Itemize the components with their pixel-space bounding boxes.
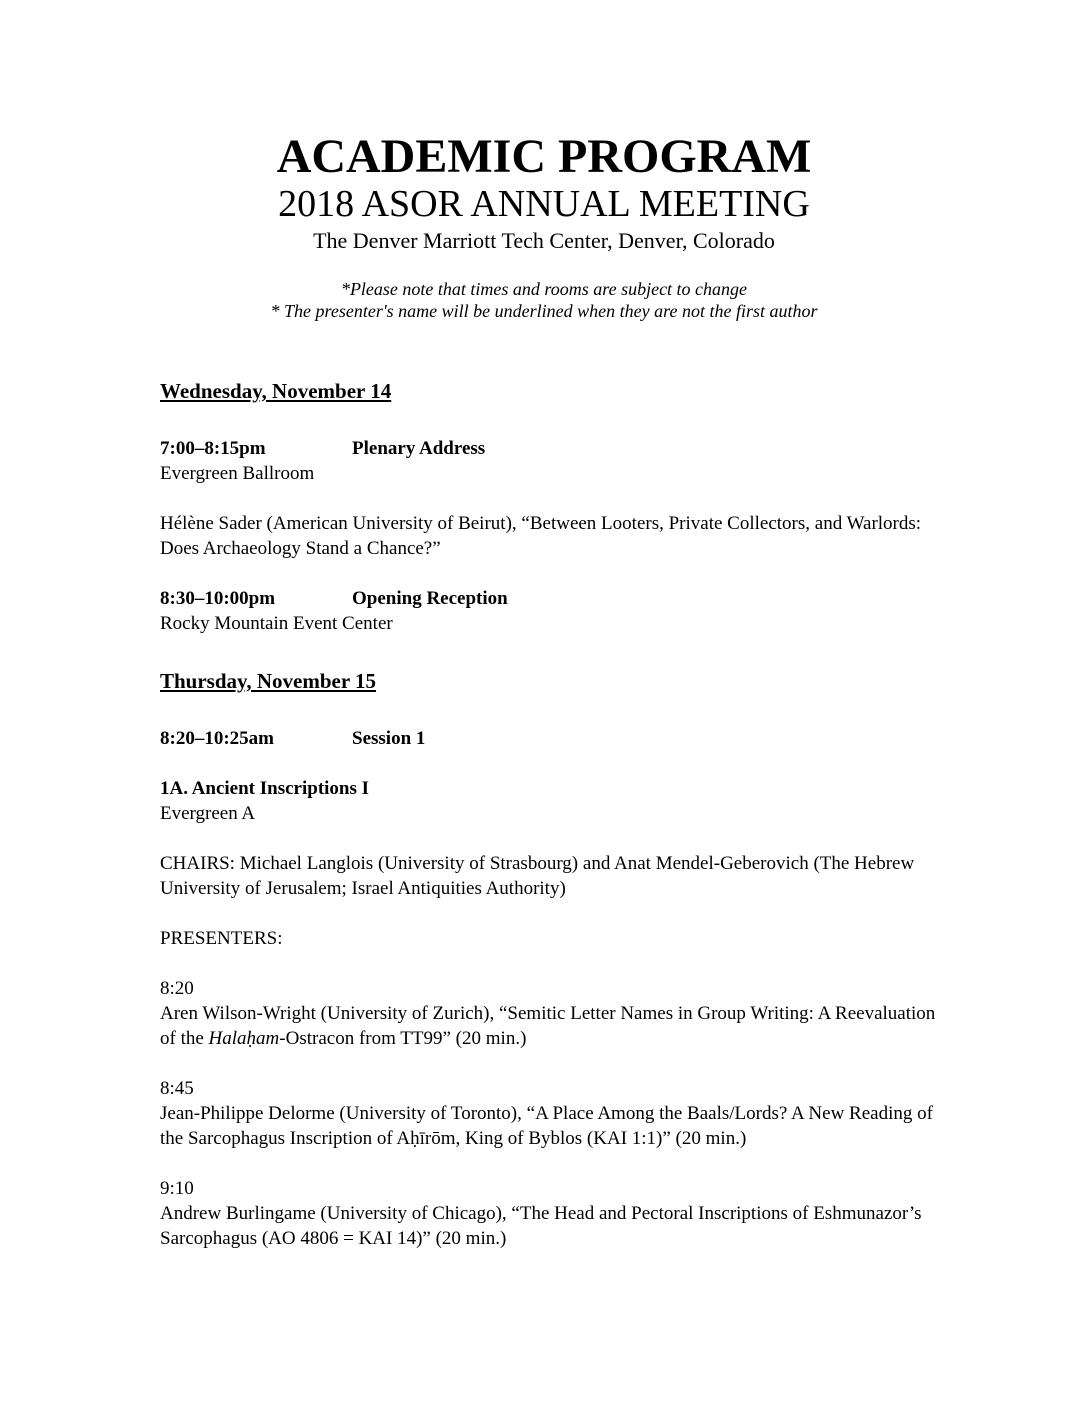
panel-chairs: CHAIRS: Michael Langlois (University of Strasbourg) and Anat Mendel-Geberovich (The Hebrew University of Jerusalem; Israel Antiquities Authority)	[160, 853, 915, 899]
talk-entry	[160, 1001, 940, 1051]
page-subtitle: 2018 ASOR ANNUAL MEETING	[278, 183, 810, 225]
talk-text-before: Aren Wilson-Wright (University of Zurich), “Semitic Letter Names in Group Writing: A Reevaluation of the	[160, 1003, 936, 1049]
schedule-change-note: *Please note that times and rooms are subject to change	[340, 279, 748, 299]
panel-room: Evergreen A	[160, 803, 256, 824]
talk-time: 8:20	[160, 978, 194, 999]
talk-entry: Jean-Philippe Delorme (University of Toronto), “A Place Among the Baals/Lords? A New Reading of the Sarcophagus Inscription of Aḥīrōm, King of Byblos (KAI 1:1)” (20 min.)	[160, 1103, 933, 1149]
page-title: ACADEMIC PROGRAM	[276, 130, 812, 183]
reception-time-row	[160, 586, 940, 611]
talk-time: 8:45	[160, 1078, 194, 1099]
panel-title: 1A. Ancient Inscriptions I	[160, 778, 370, 799]
plenary-text: Hélène Sader (American University of Beirut), “Between Looters, Private Collectors, and Warlords: Does Archaeology Stand a Chance?”	[160, 513, 922, 559]
talk-text-italic: Halaḥam	[208, 1028, 280, 1049]
plenary-time: 7:00–8:15pm	[160, 438, 266, 459]
session-title: Session 1	[352, 728, 426, 749]
talk-text-after: -Ostracon from TT99” (20 min.)	[279, 1028, 527, 1049]
talk-entry: Andrew Burlingame (University of Chicago), “The Head and Pectoral Inscriptions of Eshmunazor’s Sarcophagus (AO 4806 = KAI 14)” (20 min.)	[160, 1203, 922, 1249]
reception-time: 8:30–10:00pm	[160, 588, 276, 609]
day-heading-wednesday: Wednesday, November 14	[160, 379, 392, 403]
plenary-time-row	[160, 436, 940, 461]
presenter-underline-note: * The presenter's name will be underlined when they are not the first author	[270, 301, 818, 321]
presenters-label: PRESENTERS:	[160, 928, 283, 949]
plenary-title: Plenary Address	[352, 438, 486, 459]
program-content	[160, 376, 940, 1251]
plenary-room: Evergreen Ballroom	[160, 463, 315, 484]
reception-title: Opening Reception	[352, 588, 508, 609]
session-time: 8:20–10:25am	[160, 728, 274, 749]
session-time-row	[160, 726, 940, 751]
day-heading-thursday: Thursday, November 15	[160, 669, 377, 693]
venue-line: The Denver Marriott Tech Center, Denver, Colorado	[313, 228, 775, 253]
reception-room: Rocky Mountain Event Center	[160, 613, 393, 634]
talk-time: 9:10	[160, 1178, 194, 1199]
